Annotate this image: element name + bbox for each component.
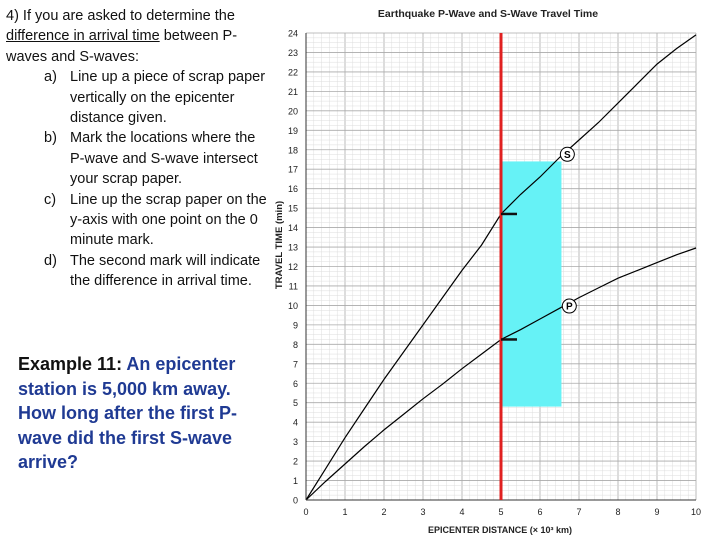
- y-tick-label: 0: [292, 495, 298, 506]
- instructions-panel: [6, 6, 270, 292]
- y-tick-label: 23: [287, 47, 298, 58]
- y-tick-label: 20: [287, 106, 298, 117]
- y-axis-label: TRAVEL TIME (min): [274, 200, 285, 290]
- y-tick-label: 15: [287, 203, 298, 214]
- x-tick-label: 3: [420, 507, 426, 517]
- step-d: [6, 251, 270, 292]
- step-text: The second mark will indicate the difference in arrival time.: [70, 252, 261, 290]
- step-c: [6, 190, 270, 251]
- x-tick-label: 2: [381, 507, 387, 517]
- y-tick-label: 21: [287, 86, 298, 97]
- step-letter: d): [44, 252, 57, 269]
- intro-underlined: difference in arrival time: [6, 28, 160, 45]
- step-text: Line up a piece of scrap paper vertically on the epicenter distance given.: [70, 69, 266, 127]
- y-tick-label: 18: [287, 145, 298, 156]
- y-tick-label: 3: [292, 437, 298, 448]
- step-a: [6, 67, 270, 128]
- step-text: Line up the scrap paper on the y-axis with one point on the 0 minute mark.: [70, 191, 267, 249]
- series-label-p: P: [565, 301, 573, 313]
- y-tick-label: 14: [287, 223, 298, 234]
- y-tick-label: 22: [287, 67, 298, 78]
- example-question-text: An epicenter station is 5,000 km away. How long after the first P-wave did the first S-wave arrive?: [18, 354, 238, 473]
- step-letter: c): [44, 191, 57, 208]
- step-text: Mark the locations where the P-wave and S-wave intersect your scrap paper.: [70, 130, 258, 188]
- intro-prefix: 4) If you are asked to determine the: [6, 8, 235, 24]
- x-tick-label: 0: [303, 507, 309, 517]
- y-tick-label: 17: [287, 164, 298, 175]
- x-tick-label: 6: [537, 507, 543, 517]
- y-tick-label: 4: [292, 417, 298, 428]
- y-tick-label: 19: [287, 125, 298, 136]
- y-tick-label: 12: [287, 262, 298, 272]
- chart-title: Earthquake P-Wave and S-Wave Travel Time: [377, 8, 599, 20]
- example-label: Example 11:: [18, 354, 123, 374]
- x-axis-label: EPICENTER DISTANCE (× 10³ km): [427, 525, 573, 535]
- example-question: [18, 352, 250, 475]
- step-b: [6, 128, 270, 189]
- x-tick-label: 4: [459, 507, 465, 517]
- scrap-paper-layer: [501, 161, 561, 406]
- series-label-s: S: [564, 149, 571, 161]
- x-tick-label: 9: [654, 507, 660, 517]
- y-tick-label: 2: [292, 456, 298, 467]
- y-tick-label: 8: [292, 339, 298, 350]
- y-tick-label: 1: [292, 476, 298, 487]
- y-tick-label: 9: [292, 320, 298, 331]
- y-tick-label: 7: [292, 359, 298, 370]
- instructions-intro: [6, 6, 270, 67]
- y-tick-label: 11: [288, 281, 298, 292]
- y-tick-label: 6: [292, 378, 298, 389]
- x-tick-label: 1: [342, 507, 348, 517]
- scrap-paper-rect: [501, 161, 561, 406]
- step-letter: b): [44, 130, 57, 147]
- intro-suffix: between P-waves and S-waves:: [6, 28, 238, 65]
- y-tick-label: 16: [287, 184, 298, 195]
- y-tick-label: 24: [287, 28, 298, 39]
- y-tick-label: 13: [287, 242, 298, 253]
- axes: [288, 29, 701, 518]
- x-tick-label: 7: [576, 507, 582, 517]
- steps-list: [6, 67, 270, 291]
- step-letter: a): [44, 69, 57, 86]
- x-tick-label: 8: [615, 507, 621, 517]
- y-tick-label: 5: [292, 398, 298, 409]
- x-tick-label: 10: [690, 507, 702, 517]
- x-tick-label: 5: [498, 507, 504, 517]
- y-tick-label: 10: [287, 300, 298, 311]
- travel-time-chart: [270, 0, 720, 540]
